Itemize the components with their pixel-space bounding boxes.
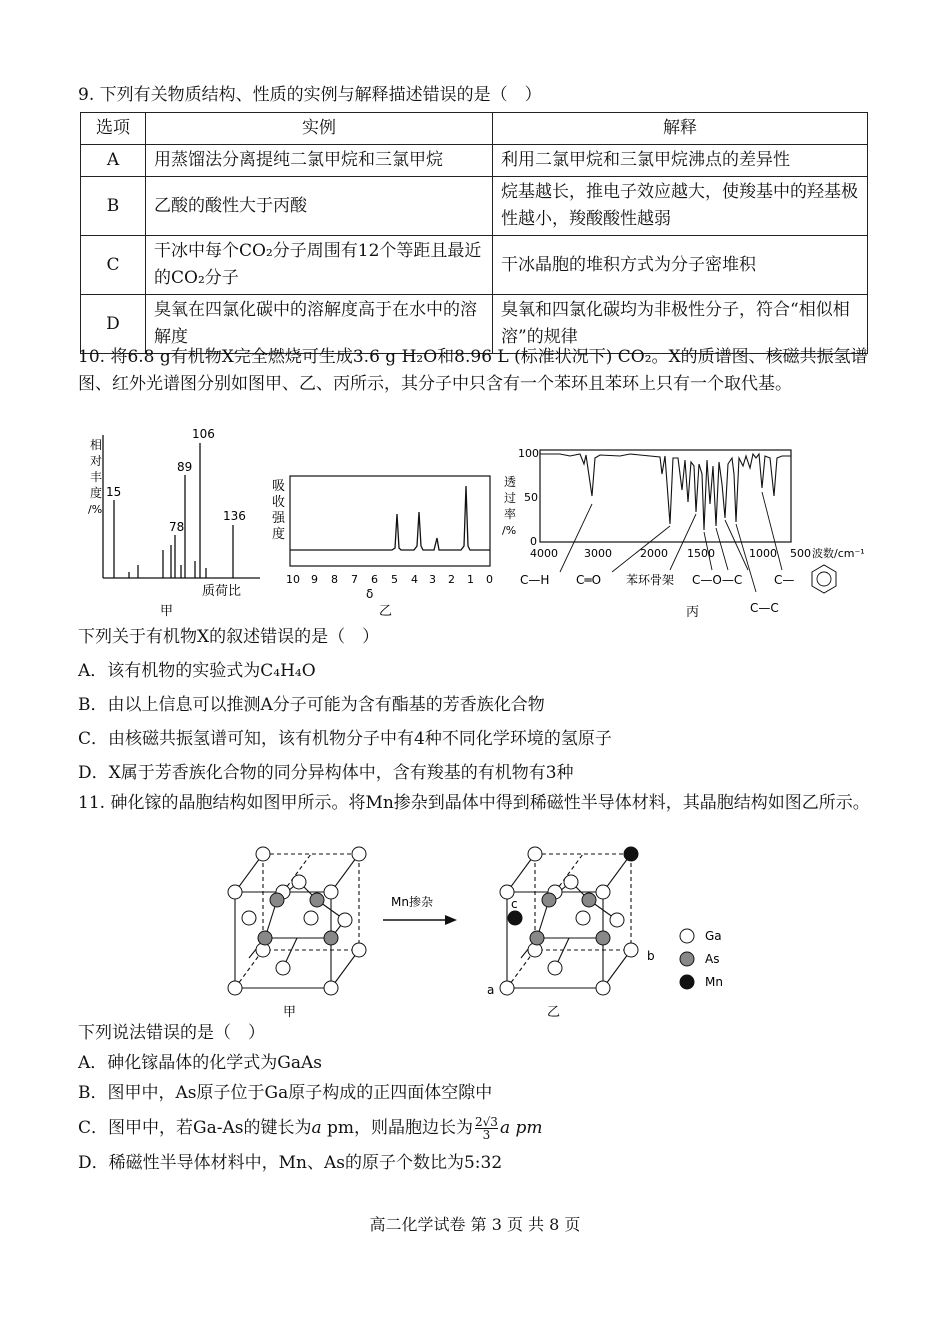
nmr-ylabel-4: 度 xyxy=(272,527,286,542)
arrow-label: Mn掺杂 xyxy=(391,895,433,909)
q9-table xyxy=(80,112,868,354)
nmr-ylabel-2: 收 xyxy=(272,495,286,510)
legend-label: As xyxy=(705,952,720,966)
ga-atom xyxy=(338,913,352,927)
ms-ylabel-3: 丰 xyxy=(90,470,103,484)
ir-xtick: 3000 xyxy=(584,547,612,560)
ir-band-label: 苯环骨架 xyxy=(626,573,675,587)
legend-ga-icon xyxy=(680,929,694,943)
nmr-tick: 3 xyxy=(429,573,436,586)
nmr-tick: 10 xyxy=(286,573,300,586)
mn-atom xyxy=(508,911,522,925)
row-example: 乙酸的酸性大于丙酸 xyxy=(146,177,493,236)
benzene-inner-circle xyxy=(817,572,831,586)
ir-spectrum-figure xyxy=(500,444,878,620)
ir-ytick: 100 xyxy=(518,447,539,460)
ms-xlabel: 质荷比 xyxy=(202,584,242,599)
ir-band-label: C═O xyxy=(576,573,602,587)
fig-caption-bing: 丙 xyxy=(686,605,700,620)
nmr-tick: 2 xyxy=(448,573,455,586)
nmr-ylabel-1: 吸 xyxy=(272,479,286,494)
legend-label: Ga xyxy=(705,929,722,943)
ir-xtick: 500 xyxy=(790,547,811,560)
nmr-spectrum xyxy=(290,486,490,550)
point-label: a xyxy=(487,983,495,997)
ga-atom xyxy=(352,847,366,861)
fig-caption-yi: 乙 xyxy=(379,604,393,619)
mass-spectrum-figure xyxy=(78,425,263,620)
q10-stem: 10. 将6.8 g有机物X完全燃烧可生成3.6 g H₂O和8.96 L (标准状况下) CO₂。X的质谱图、核磁共振氢谱图、红外光谱图分别如图甲、乙、丙所示，其分子中只含有一个苯环且苯环上只有一个取代基。 xyxy=(78,347,868,394)
ga-atom xyxy=(610,913,624,927)
benzene-ring-icon xyxy=(812,565,836,593)
row-example: 臭氧在四氯化碳中的溶解度高于在水中的溶解度 xyxy=(146,295,493,354)
mn-atom xyxy=(624,847,638,861)
ir-xtick: 4000 xyxy=(530,547,558,560)
ir-spectrum xyxy=(540,454,791,530)
q10-sub-stem: 下列关于有机物X的叙述错误的是（ ） xyxy=(78,627,380,647)
ga-atom xyxy=(596,885,610,899)
ir-xtick: 1500 xyxy=(687,547,715,560)
fig-caption-jia: 甲 xyxy=(160,604,174,619)
ga-atom xyxy=(256,847,270,861)
fraction-numerator: 2√3 xyxy=(475,1115,498,1129)
q10-option-d: D．X属于芳香族化合物的同分异构体中，含有羧基的有机物有3种 xyxy=(78,763,574,783)
fraction-denominator: 3 xyxy=(482,1128,491,1142)
as-atom xyxy=(310,893,324,907)
q11-option-b: B．图甲中，As原子位于Ga原子构成的正四面体空隙中 xyxy=(78,1083,493,1103)
nmr-tick: 5 xyxy=(391,573,398,586)
ga-atom xyxy=(228,885,242,899)
as-atom xyxy=(258,931,272,945)
ga-atom xyxy=(576,911,590,925)
row-option: C xyxy=(81,236,146,295)
ms-ylabel-1: 相 xyxy=(90,438,103,452)
legend-label: Mn xyxy=(705,975,723,989)
nmr-ylabel-3: 强 xyxy=(272,511,286,526)
ms-peak-label: 106 xyxy=(192,427,215,441)
as-atom xyxy=(582,893,596,907)
ir-ytick: 0 xyxy=(530,535,537,548)
ga-atom xyxy=(596,981,610,995)
ga-atom xyxy=(304,911,318,925)
ga-atom xyxy=(564,875,578,889)
as-atom xyxy=(596,931,610,945)
arrow-head-icon xyxy=(445,915,457,925)
ga-atom xyxy=(528,847,542,861)
fraction xyxy=(475,1116,498,1141)
nmr-ticks xyxy=(286,573,493,586)
ir-band-label: C—O—C xyxy=(692,573,743,587)
row-explain: 利用二氯甲烷和三氯甲烷沸点的差异性 xyxy=(493,145,868,177)
col-header-example: 实例 xyxy=(146,113,493,145)
nmr-frame xyxy=(290,476,490,566)
ms-peak-label: 136 xyxy=(223,509,246,523)
ga-atom xyxy=(292,875,306,889)
row-example: 干冰中每个CO₂分子周围有12个等距且最近的CO₂分子 xyxy=(146,236,493,295)
as-atom xyxy=(324,931,338,945)
ga-atom xyxy=(624,943,638,957)
ms-peak-label: 15 xyxy=(106,485,122,499)
ga-atom xyxy=(500,981,514,995)
ir-ylabel xyxy=(502,475,516,537)
point-label: c xyxy=(511,897,518,911)
q9-stem: 9. 下列有关物质结构、性质的实例与解释描述错误的是（ ） xyxy=(78,85,542,105)
as-atom xyxy=(542,893,556,907)
ir-ylabel-2: 过 xyxy=(504,491,517,505)
row-option: D xyxy=(81,295,146,354)
nmr-tick: 1 xyxy=(467,573,474,586)
nmr-xlabel: δ xyxy=(366,587,374,601)
option-c-a: a xyxy=(311,1118,322,1138)
legend-as-icon xyxy=(680,952,694,966)
table-row xyxy=(81,145,868,177)
ir-ylabel-1: 透 xyxy=(504,475,517,489)
ms-ylabel xyxy=(88,437,102,516)
q11-option-d: D．稀磁性半导体材料中，Mn、As的原子个数比为5:32 xyxy=(78,1153,503,1173)
ms-ylabel-4: 度 xyxy=(90,486,103,500)
ir-ylabel-3: 率 xyxy=(504,507,517,521)
table-row xyxy=(81,177,868,236)
q10-option-a: A．该有机物的实验式为C₄H₄O xyxy=(78,661,316,681)
ir-band-label: C—C xyxy=(750,601,779,615)
ms-ylabel-5: /% xyxy=(88,503,103,516)
point-label: b xyxy=(647,949,655,963)
crystal-figure xyxy=(215,842,745,1022)
as-atom xyxy=(270,893,284,907)
row-example: 用蒸馏法分离提纯二氯甲烷和三氯甲烷 xyxy=(146,145,493,177)
ir-ytick: 50 xyxy=(524,491,538,504)
ga-atom xyxy=(548,961,562,975)
table-header-row xyxy=(81,113,868,145)
row-explain: 干冰晶胞的堆积方式为分子密堆积 xyxy=(493,236,868,295)
q11-option-a: A．砷化镓晶体的化学式为GaAs xyxy=(78,1053,322,1073)
ga-atom xyxy=(228,981,242,995)
as-atom xyxy=(530,931,544,945)
q11-sub-stem: 下列说法错误的是（ ） xyxy=(78,1023,265,1043)
ga-atom xyxy=(324,885,338,899)
row-option: B xyxy=(81,177,146,236)
col-header-explain: 解释 xyxy=(493,113,868,145)
atoms-jia xyxy=(228,847,366,995)
cube-caption-jia: 甲 xyxy=(283,1005,297,1020)
ga-atom xyxy=(352,943,366,957)
ir-ring-c: C— xyxy=(774,573,795,587)
ir-band-label: C—H xyxy=(520,573,550,587)
ms-peak-label: 78 xyxy=(169,520,185,534)
q10-option-c: C．由核磁共振氢谱可知，该有机物分子中有4种不同化学环境的氢原子 xyxy=(78,729,612,749)
page-footer: 高二化学试卷 第 3 页 共 8 页 xyxy=(369,1215,581,1234)
ga-atom xyxy=(242,911,256,925)
q10-option-b: B．由以上信息可以推测A分子可能为含有酯基的芳香族化合物 xyxy=(78,695,545,715)
legend-mn-icon xyxy=(680,975,694,989)
nmr-tick: 4 xyxy=(411,573,418,586)
nmr-tick: 6 xyxy=(371,573,378,586)
q11-stem: 11. 砷化镓的晶胞结构如图甲所示。将Mn掺杂到晶体中得到稀磁性半导体材料，其晶胞结构如图乙所示。 xyxy=(78,793,870,813)
ga-atom xyxy=(324,981,338,995)
ms-ylabel-2: 对 xyxy=(90,454,103,468)
ir-xlabel: 波数/cm⁻¹ xyxy=(812,547,865,560)
option-c-mid: pm，则晶胞边长为 xyxy=(321,1118,474,1138)
nmr-figure xyxy=(264,470,496,620)
q11-option-c xyxy=(78,1116,542,1141)
option-c-post: a pm xyxy=(499,1118,543,1138)
col-header-option: 选项 xyxy=(81,113,146,145)
nmr-tick: 8 xyxy=(331,573,338,586)
ga-atom xyxy=(276,961,290,975)
ir-xtick: 1000 xyxy=(749,547,777,560)
nmr-tick: 0 xyxy=(486,573,493,586)
ms-peak-label: 89 xyxy=(177,460,193,474)
option-c-pre: C．图甲中，若Ga-As的键长为 xyxy=(78,1118,312,1138)
row-explain: 烷基越长，推电子效应越大，使羧基中的羟基极性越小，羧酸酸性越弱 xyxy=(493,177,868,236)
table-row xyxy=(81,236,868,295)
ir-xticks xyxy=(530,547,811,560)
row-option: A xyxy=(81,145,146,177)
nmr-ylabel xyxy=(272,479,286,542)
ir-ylabel-4: /% xyxy=(502,524,517,537)
atoms-yi xyxy=(500,847,638,995)
row-explain: 臭氧和四氯化碳均为非极性分子，符合“相似相溶”的规律 xyxy=(493,295,868,354)
ir-xtick: 2000 xyxy=(640,547,668,560)
atom-legend xyxy=(680,929,723,989)
nmr-tick: 7 xyxy=(351,573,358,586)
cube-caption-yi: 乙 xyxy=(547,1005,561,1020)
nmr-tick: 9 xyxy=(311,573,318,586)
